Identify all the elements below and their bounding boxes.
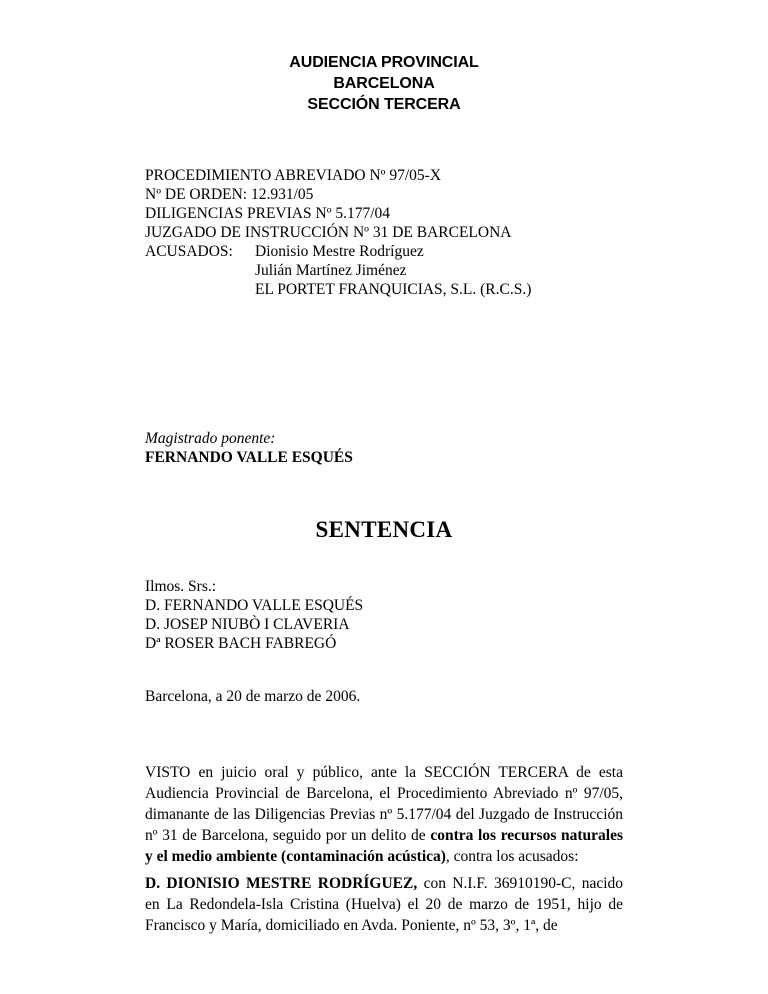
accused-list (255, 242, 531, 299)
visto-text-start: VISTO en juicio oral y público, ante la SECCIÓN TERCERA de esta Audiencia Provincial de Barcelona, el Procedimiento Abreviado nº 97/05, dimanante de las Diligencias Previas nº 5.177/04 del Juzgado de Instrucción nº 31 de Barcelona, seguido por un delito de (145, 764, 623, 844)
court-name: AUDIENCIA PROVINCIAL (289, 54, 479, 71)
order-number: Nº DE ORDEN: 12.931/05 (145, 186, 314, 203)
accused-details-name: D. DIONISIO MESTRE RODRÍGUEZ, (145, 875, 418, 892)
visto-crime: contra los recursos naturales y el medio ambiente (contaminación acústica) (145, 827, 623, 865)
ponente-name: FERNANDO VALLE ESQUÉS (145, 449, 353, 466)
magistrates-label: Ilmos. Srs.: (145, 578, 217, 595)
magistrate-name: D. JOSEP NIUBÒ I CLAVERIA (145, 616, 350, 633)
magistrates-block (145, 577, 623, 653)
court-section: SECCIÓN TERCERA (307, 96, 461, 113)
court-of-instruction: JUZGADO DE INSTRUCCIÓN Nº 31 DE BARCELONA (145, 224, 512, 241)
accused-item: Julián Martínez Jiménez (255, 262, 407, 279)
magistrate-name: D. FERNANDO VALLE ESQUÉS (145, 597, 364, 614)
magistrate-name: Dª ROSER BACH FABREGÓ (145, 635, 337, 652)
preliminary-proceedings: DILIGENCIAS PREVIAS Nº 5.177/04 (145, 205, 391, 222)
accused-section (145, 242, 623, 299)
accused-item: EL PORTET FRANQUICIAS, S.L. (R.C.S.) (255, 281, 532, 298)
procedure-number: PROCEDIMIENTO ABREVIADO Nº 97/05-X (145, 167, 442, 184)
accused-details-text: con N.I.F. 36910190-C, nacido en La Redondela-Isla Cristina (Huelva) el 20 de marzo de 1951, hijo de Francisco y María, domiciliado en Avda. Poniente, nº 53, 3º, 1ª, de (145, 875, 624, 934)
visto-text-end: , contra los acusados: (445, 848, 579, 865)
ponente-block (145, 429, 623, 467)
accused-details-paragraph (145, 873, 623, 936)
court-header (0, 52, 768, 115)
ponente-label: Magistrado ponente: (145, 430, 276, 447)
visto-paragraph (145, 762, 623, 867)
court-city: BARCELONA (333, 75, 435, 92)
accused-item: Dionisio Mestre Rodríguez (255, 243, 424, 260)
date-line: Barcelona, a 20 de marzo de 2006. (145, 688, 361, 705)
accused-label: ACUSADOS: (145, 243, 233, 260)
procedure-info (145, 166, 623, 299)
document-title: SENTENCIA (315, 517, 453, 542)
